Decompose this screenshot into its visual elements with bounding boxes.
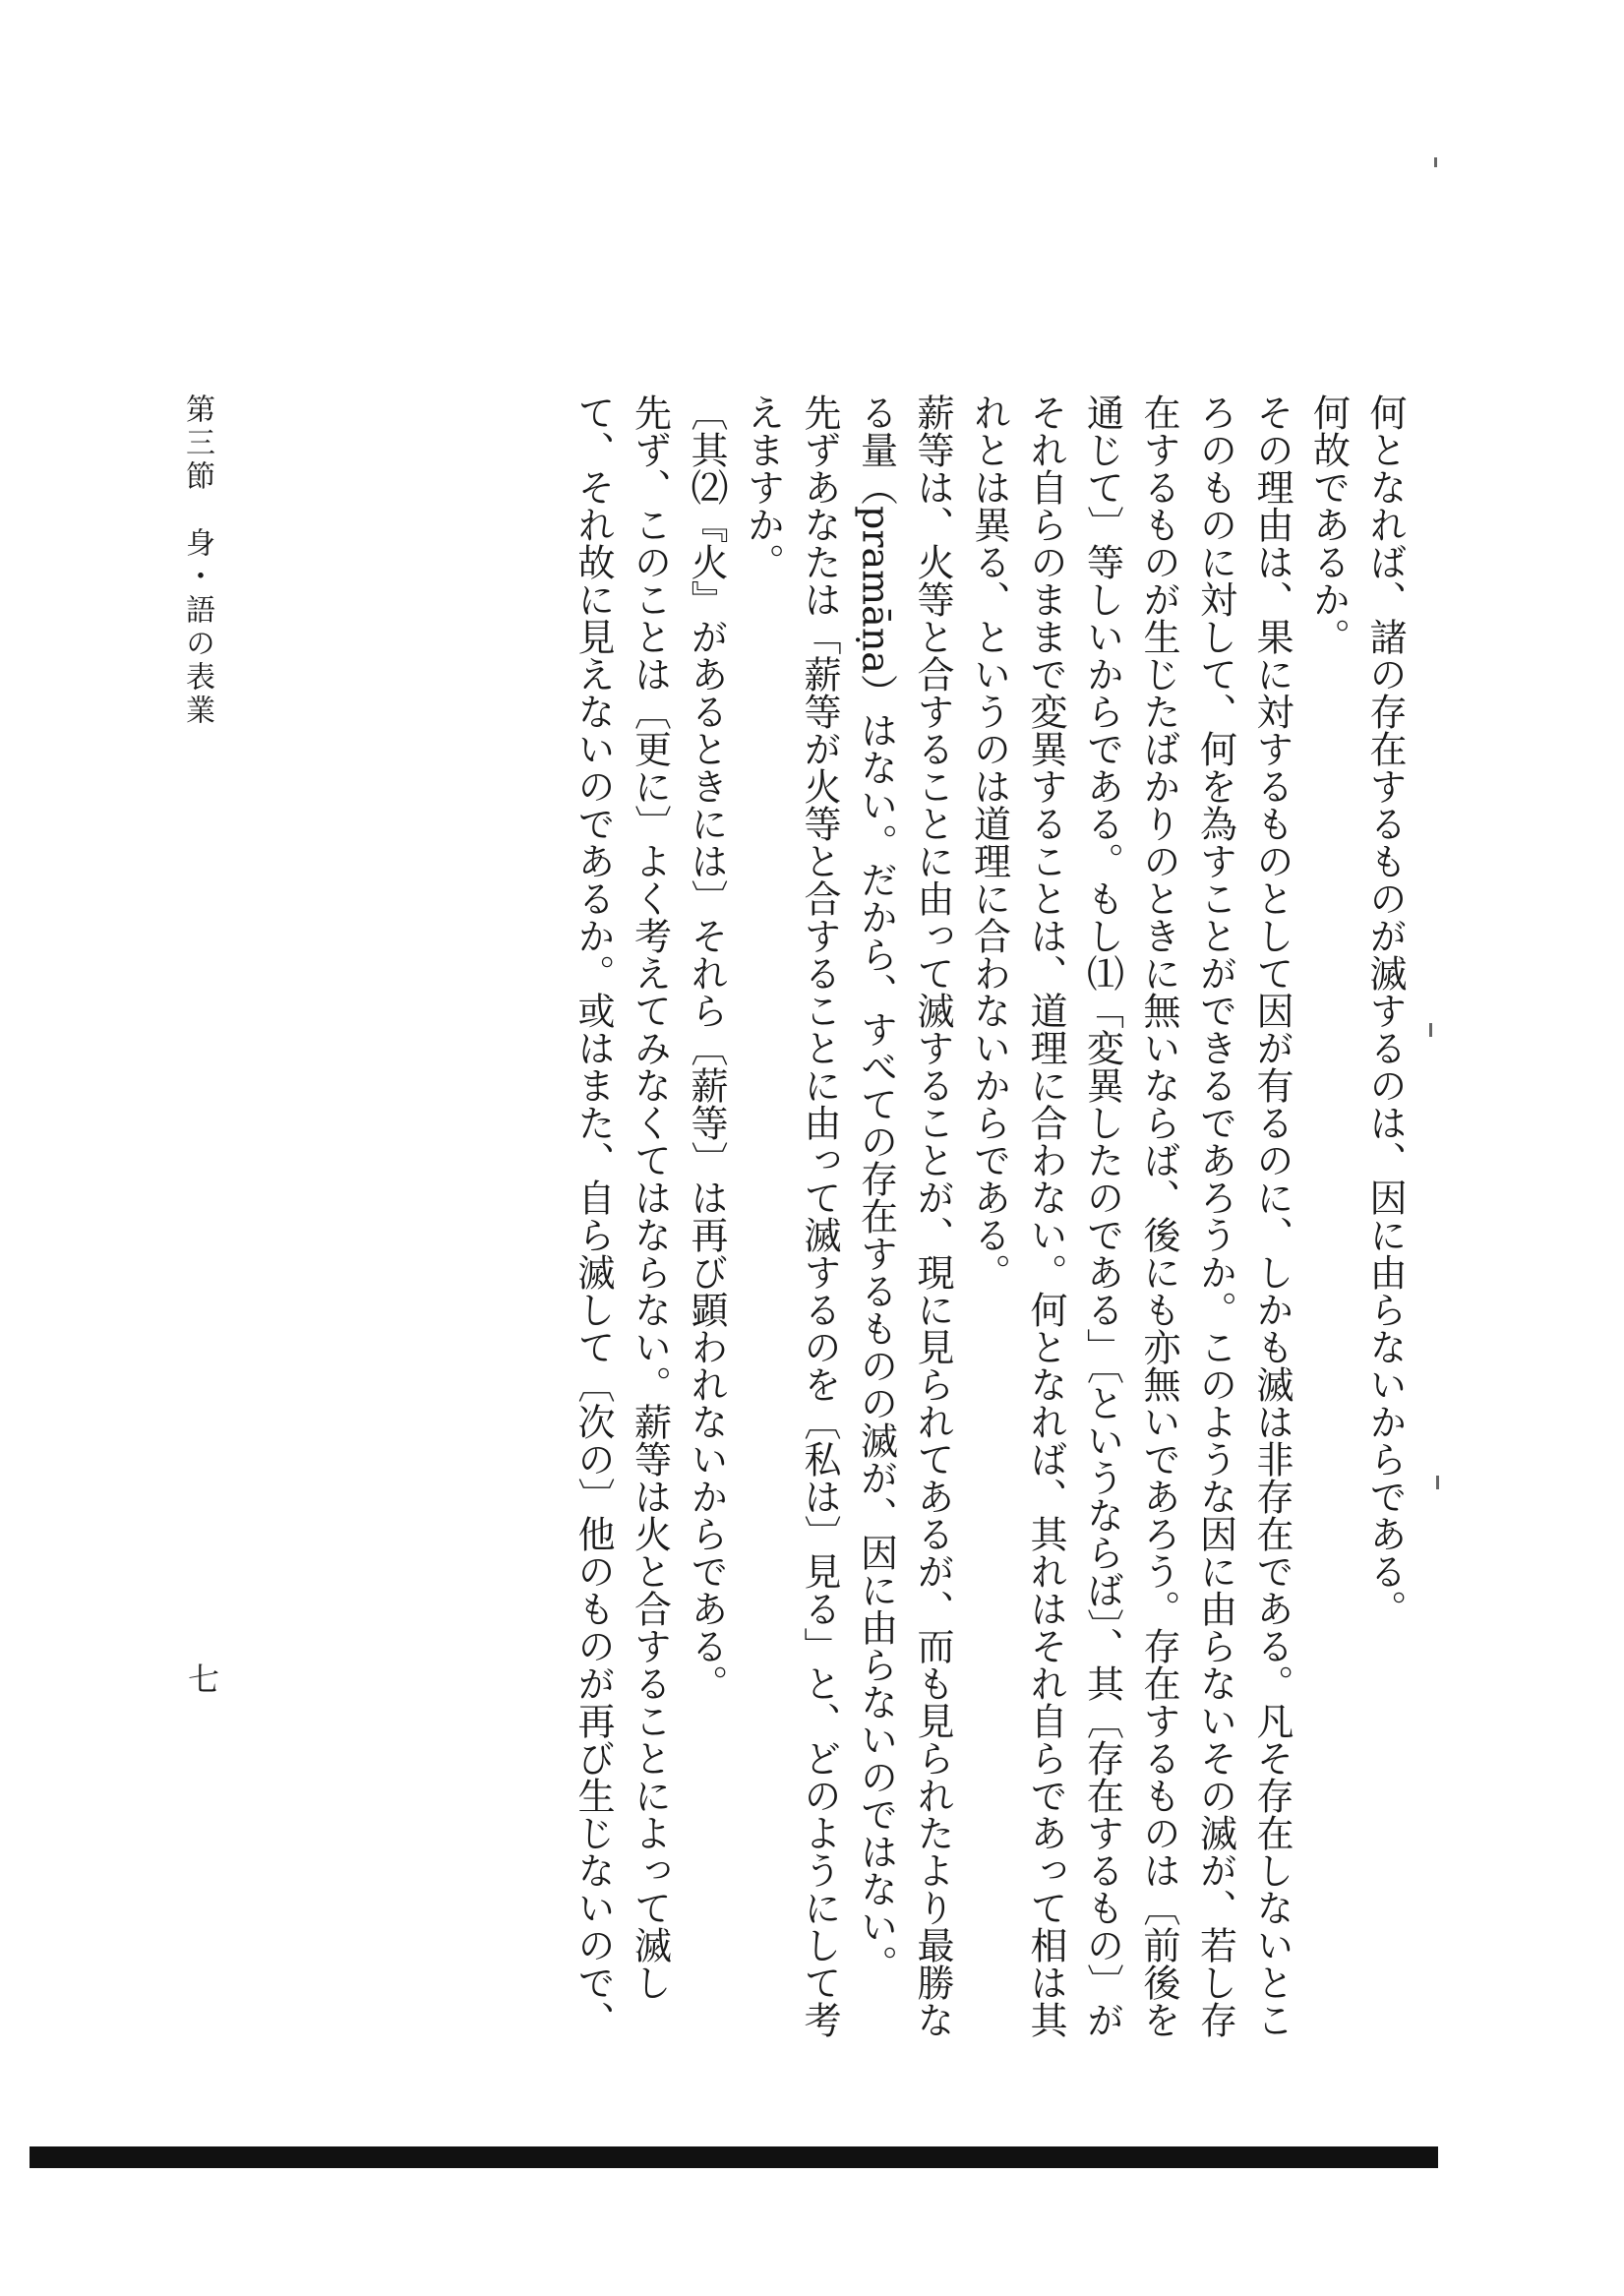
scan-speck xyxy=(1429,1023,1432,1037)
paragraph: その理由は、果に対するものとして因が有るのに、しかも滅は非存在である。凡そ存在しないところのものに対して、何を為すことができるであろうか。このような因に由らないその滅が、若し存在するものが生じたばかりのときに無いならば、後にも亦無いであろう。存在するものは〔前後を通じて〕等しいからである。もし⑴「変異したのである」〔というならば〕、其〔存在するもの〕がそれ自らのままで変異することは、道理に合わない。何となれば、其れはそれ自らであって相は其れとは異る、というのは道理に合わないからである。 xyxy=(967,393,1293,2038)
main-text xyxy=(242,393,1413,2066)
paragraph: 薪等は、火等と合することに由って滅することが、現に見られてあるが、而も見られたより最勝なる量（pramāṇa）はない。だから、すべての存在するものの滅が、因に由らないのではない。 xyxy=(854,393,954,2038)
page-number: 七 xyxy=(183,1662,220,1694)
scan-speck xyxy=(1434,157,1437,167)
paragraph: 何となれば、諸の存在するものが滅するのは、因に由らないからである。 xyxy=(1363,393,1407,1627)
running-head: 第三節 身・語の表業 xyxy=(180,393,214,728)
paragraph: 〔其⑵『火』があるときには〕それら〔薪等〕は再び顕われないからである。 xyxy=(685,393,728,1702)
paragraph: 先ずあなたは「薪等が火等と合することに由って滅するのを〔私は〕見る」と、どのようにして考えますか。 xyxy=(741,393,841,2038)
scan-edge-bar xyxy=(30,2146,1438,2168)
paragraph: 何故であるか。 xyxy=(1306,393,1351,655)
scan-speck xyxy=(1436,1476,1439,1489)
paragraph: 先ず、このことは〔更に〕よく考えてみなくてはならない。薪等は火と合することによって滅して、それ故に見えないのであるか。或はまた、自ら滅して〔次の〕他のものが再び生じないので、 xyxy=(571,393,672,2038)
